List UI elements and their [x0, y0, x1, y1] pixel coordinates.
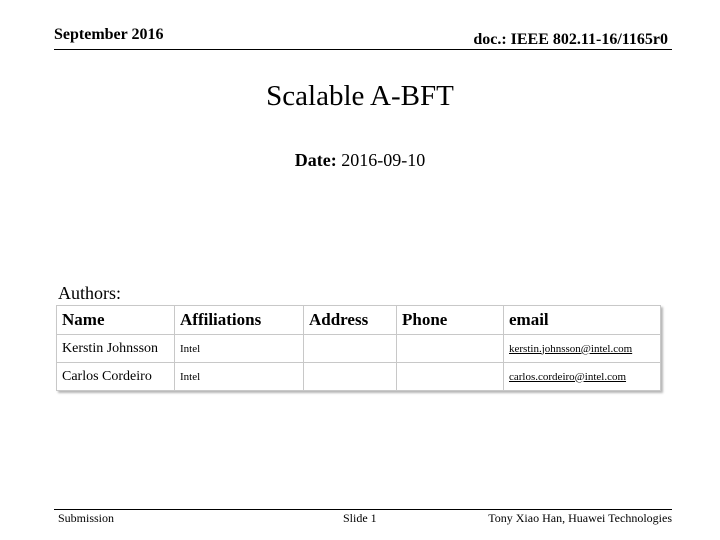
header-rule	[54, 49, 672, 50]
author-affiliation: Intel	[175, 335, 304, 363]
header-date: September 2016	[54, 26, 164, 43]
author-affiliation: Intel	[175, 363, 304, 391]
footer-slide-number: Slide 1	[343, 511, 377, 525]
footer-author: Tony Xiao Han, Huawei Technologies	[488, 511, 672, 525]
column-header-email: email	[504, 306, 661, 335]
author-name: Carlos Cordeiro	[57, 363, 175, 391]
date-line	[0, 150, 720, 171]
author-email-link[interactable]: carlos.cordeiro@intel.com	[504, 363, 661, 391]
authors-label: Authors:	[58, 283, 121, 303]
footer-rule	[54, 509, 672, 510]
column-header-name: Name	[57, 306, 175, 335]
author-name: Kerstin Johnsson	[57, 335, 175, 363]
slide-title: Scalable A-BFT	[266, 80, 454, 112]
author-phone	[397, 335, 504, 363]
column-header-address: Address	[304, 306, 397, 335]
table-header-row	[57, 306, 661, 335]
footer-submission: Submission	[58, 511, 115, 525]
author-email-link[interactable]: kerstin.johnsson@intel.com	[504, 335, 661, 363]
author-address	[304, 335, 397, 363]
date-value: 2016-09-10	[341, 150, 426, 170]
header-doc-id: doc.: IEEE 802.11-16/1165r0	[473, 31, 668, 48]
table-row	[57, 335, 661, 363]
column-header-affiliations: Affiliations	[175, 306, 304, 335]
table-row	[57, 363, 661, 391]
authors-table	[56, 305, 661, 391]
author-address	[304, 363, 397, 391]
column-header-phone: Phone	[397, 306, 504, 335]
author-phone	[397, 363, 504, 391]
date-label: Date:	[294, 150, 337, 170]
